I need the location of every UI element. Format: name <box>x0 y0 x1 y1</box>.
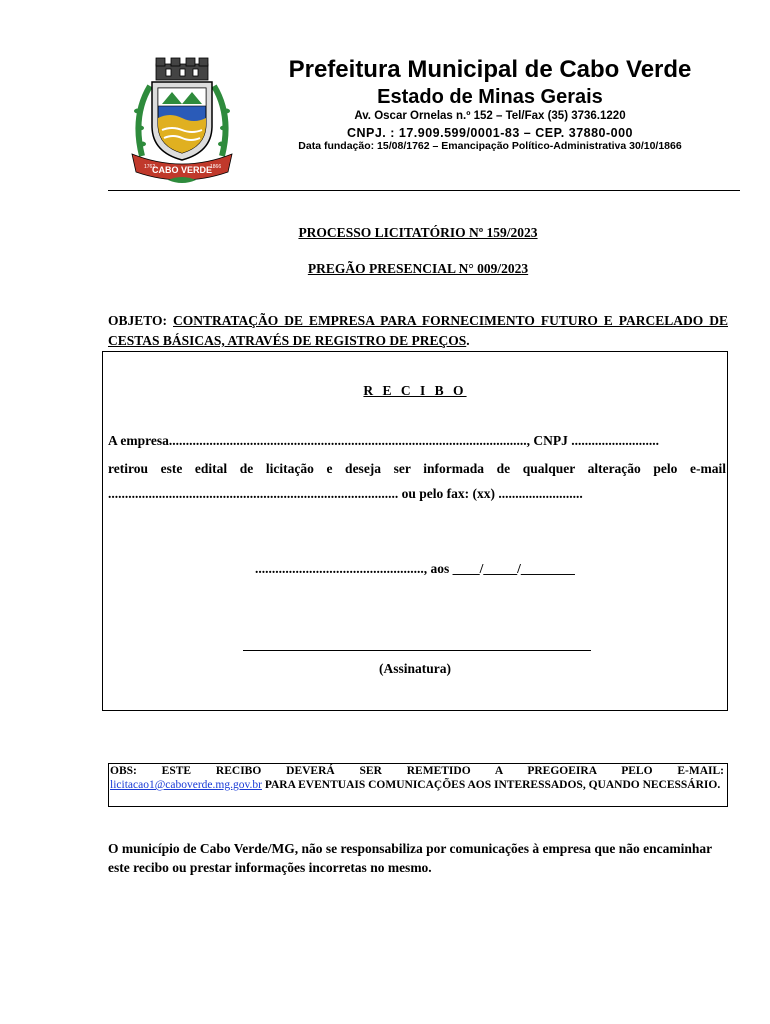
mural-crown-icon <box>156 58 208 80</box>
signature-label: (Assinatura) <box>378 661 451 676</box>
obs-rest: PARA EVENTUAIS COMUNICAÇÕES AOS INTERESSADOS, QUANDO NECESSÁRIO. <box>261 779 721 791</box>
objeto-end: . <box>466 333 470 348</box>
crest-right-year: 1866 <box>210 164 222 170</box>
header-address: Av. Oscar Ornelas n.º 152 – Tel/Fax (35) 3736.1220 <box>354 110 626 122</box>
recibo-line-company: A empresa.........................................................................................................., CNPJ .......................... <box>108 433 659 448</box>
header-founding: Data fundação: 15/08/1762 – Emancipação Político-Administrativa 30/10/1866 <box>298 140 682 152</box>
recibo-line-fax: ...................................................................................... ou pelo fax: (xx) ......................... <box>108 486 583 501</box>
disclaimer-note: O município de Cabo Verde/MG, não se responsabiliza por comunicações à empresa que não encaminhar este recibo ou prestar informações incorretas no mesmo. <box>108 841 712 875</box>
obs-text <box>110 764 724 792</box>
municipal-crest <box>128 56 236 186</box>
header-subtitle: Estado de Minas Gerais <box>377 86 603 108</box>
obs-email-link[interactable]: licitacao1@caboverde.mg.gov.br <box>110 779 262 791</box>
header-cnpj: CNPJ. : 17.909.599/0001-83 – CEP. 37880-000 <box>346 126 634 140</box>
recibo-date-line: .................................................., aos ____/_____/________ <box>255 561 575 576</box>
signature-line <box>243 650 591 651</box>
objeto-paragraph <box>108 311 728 351</box>
objeto-text: CONTRATAÇÃO DE EMPRESA PARA FORNECIMENTO FUTURO E PARCELADO DE CESTAS BÁSICAS, ATRAVÉS DE REGISTRO DE PREÇOS <box>108 313 729 348</box>
header-divider <box>108 190 740 191</box>
pregao-title: PREGÃO PRESENCIAL N° 009/2023 <box>307 261 529 276</box>
recibo-line-email: retirou este edital de licitação e deseja ser informada de qualquer alteração pelo e-mail <box>108 461 726 476</box>
shield-icon <box>152 82 212 160</box>
objeto-label: OBJETO <box>108 313 163 328</box>
processo-title: PROCESSO LICITATÓRIO Nº 159/2023 <box>298 225 538 240</box>
objeto-separator: : <box>162 313 173 328</box>
recibo-title: R E C I B O <box>363 383 467 398</box>
obs-line-1: OBS: ESTE RECIBO DEVERÁ SER REMETIDO A PREGOEIRA PELO E-MAIL: <box>110 765 724 777</box>
header-title: Prefeitura Municipal de Cabo Verde <box>288 56 692 83</box>
crest-left-year: 1762 <box>144 164 156 170</box>
crest-ribbon-text: CABO VERDE <box>151 165 213 175</box>
recibo-box <box>102 351 728 711</box>
